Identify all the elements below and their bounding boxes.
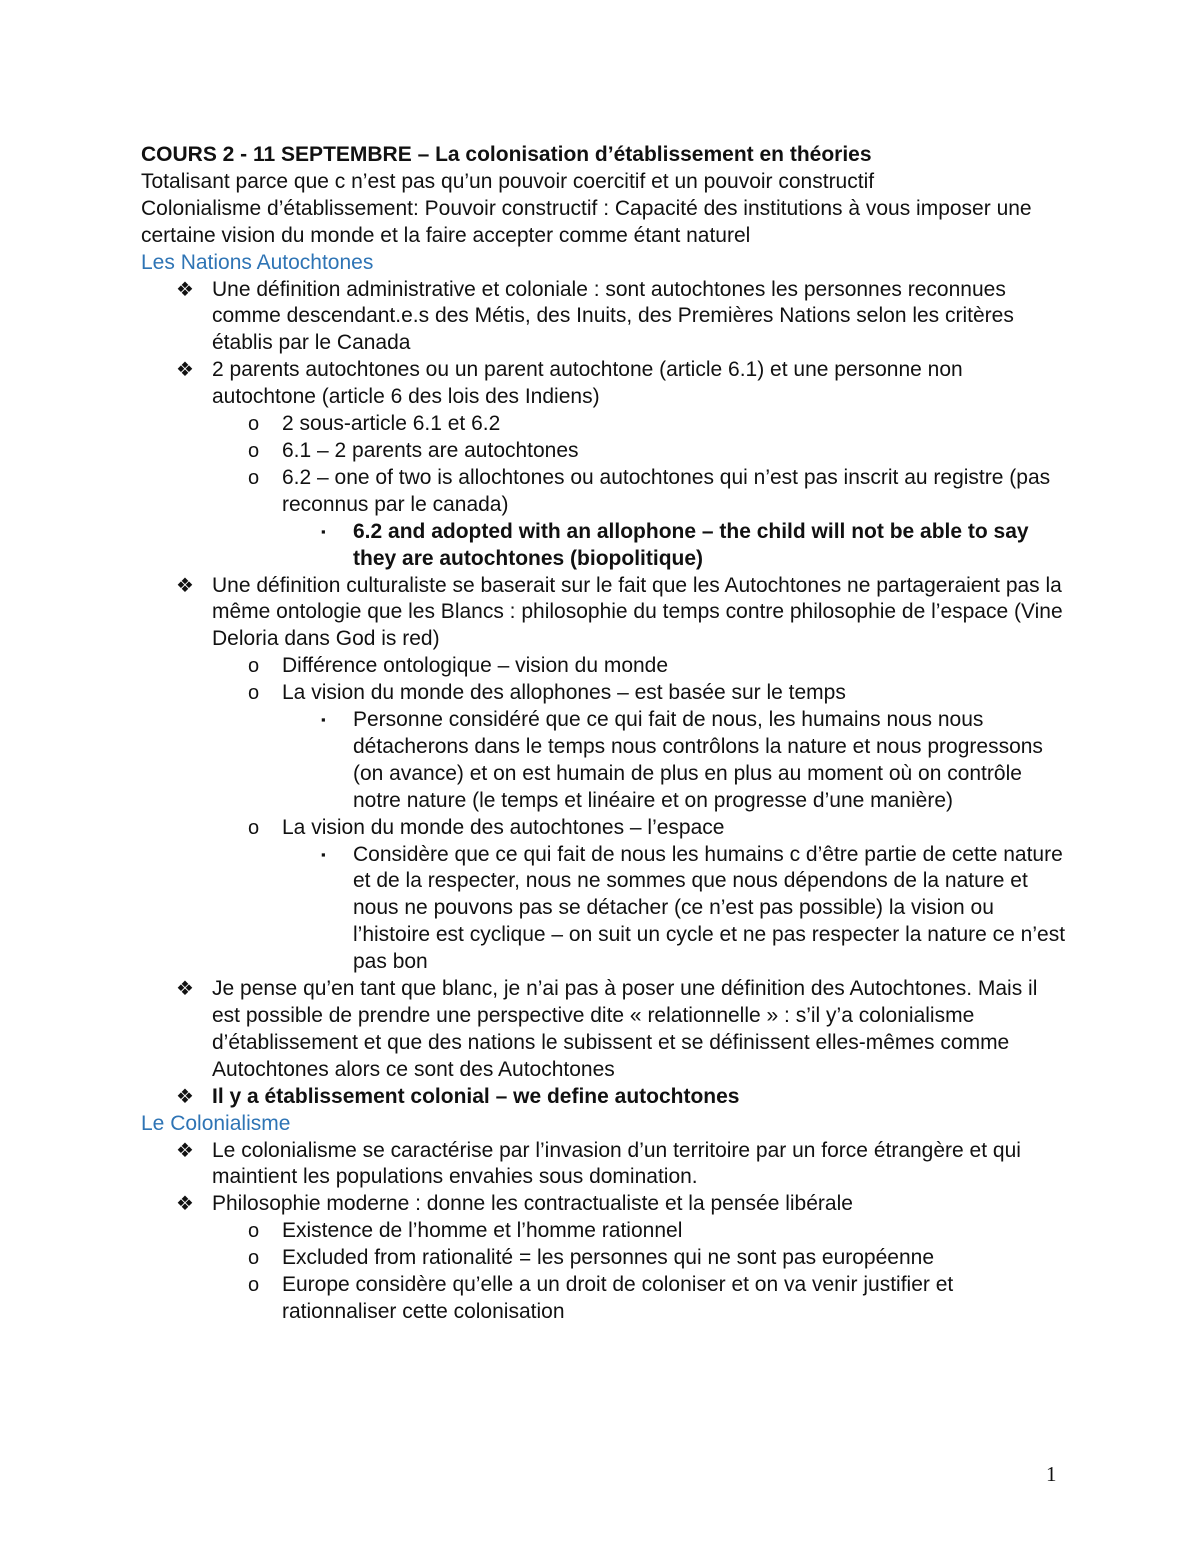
circle-bullet-icon: o [248,1247,260,1270]
list-item-text: Il y a établissement colonial – we define autochtones [212,1084,740,1108]
list-item [141,815,1071,842]
diamond-bullet-icon: ❖ [176,978,194,1001]
list-item [141,707,1071,815]
square-bullet-icon: ▪ [321,846,326,862]
list-item-text: Excluded from rationalité = les personnes qui ne sont pas européenne [282,1246,935,1270]
section-heading: Le Colonialisme [141,1111,291,1135]
list-item [141,842,1071,977]
circle-bullet-icon: o [248,413,260,436]
document-body [141,142,1071,1326]
list-item [141,1138,1071,1192]
list-item-text: Je pense qu’en tant que blanc, je n’ai pas à poser une définition des Autochtones. Mais il est possible de prendre une perspective dite « relationnelle » : s’il y’a colonialisme d’établissement et que des nations le subissent et se définissent elles-mêmes comme Autochtones alors ce sont des Autochtones [212,977,1038,1081]
circle-bullet-icon: o [248,816,260,839]
list-item-text: 6.2 – one of two is allochtones ou autochtones qui n’est pas inscrit au registre (pas reconnus par le canada) [282,465,1051,516]
diamond-bullet-icon: ❖ [176,278,194,301]
list-item [141,519,1071,573]
list-item [141,1245,1071,1272]
circle-bullet-icon: o [248,466,260,489]
diamond-bullet-icon: ❖ [176,1085,194,1108]
list-item-text: Europe considère qu’elle a un droit de coloniser et on va venir justifier et rationnaliser cette colonisation [282,1273,954,1323]
list-item-text: Existence de l’homme et l’homme rationnel [282,1219,683,1243]
square-bullet-icon: ▪ [321,712,326,728]
list-item-text: Philosophie moderne : donne les contractualiste et la pensée libérale [212,1192,853,1216]
diamond-bullet-icon: ❖ [176,1139,194,1162]
list-item [141,1272,1071,1326]
list-item-text: Une définition culturaliste se baserait sur le fait que les Autochtones ne partageraient pas la même ontologie que les Blancs : philosophie du temps contre philosophie de l’espace (Vine Deloria dans God is red) [212,573,1063,651]
section-heading: Les Nations Autochtones [141,250,374,274]
list-item [141,976,1071,1084]
intro-line-1: Totalisant parce que c n’est pas qu’un pouvoir coercitif et un pouvoir constructif [141,169,875,193]
square-bullet-icon: ▪ [321,523,326,539]
circle-bullet-icon: o [248,682,260,705]
list-item-text: 2 parents autochtones ou un parent autochtone (article 6.1) et une personne non autochtone (article 6 des lois des Indiens) [212,358,963,409]
list-item-text: 2 sous-article 6.1 et 6.2 [282,412,501,436]
circle-bullet-icon: o [248,655,260,678]
list-item [141,357,1071,411]
list-item [141,411,1071,438]
diamond-bullet-icon: ❖ [176,1193,194,1216]
circle-bullet-icon: o [248,439,260,462]
page-number: 1 [1046,1462,1057,1486]
list-item-text: Personne considéré que ce qui fait de nous, les humains nous nous détacherons dans le temps nous contrôlons la nature et nous progressons (on avance) et on est humain de plus en plus au moment où on contrôle notre nature (le temps et linéaire et on progresse d’une manière) [353,708,1043,812]
diamond-bullet-icon: ❖ [176,574,194,597]
list-item-text: 6.2 and adopted with an allophone – the child will not be able to say they are autochtones (biopolitique) [353,519,1029,570]
list-item [141,1218,1071,1245]
list-item-text: Une définition administrative et coloniale : sont autochtones les personnes reconnues comme descendant.e.s des Métis, des Inuits, des Premières Nations selon les critères établis par le Canada [212,277,1014,355]
circle-bullet-icon: o [248,1274,260,1297]
list-item [141,653,1071,680]
list-item [141,573,1071,654]
list-item-text: La vision du monde des allophones – est basée sur le temps [282,681,846,705]
list-item [141,1084,1071,1111]
list-item [141,1191,1071,1218]
list-item-text: Différence ontologique – vision du monde [282,654,669,678]
list-item-text: Le colonialisme se caractérise par l’invasion d’un territoire par un force étrangère et qui maintient les populations envahies sous domination. [212,1138,1021,1189]
sections-container [141,250,1071,1326]
circle-bullet-icon: o [248,1220,260,1243]
diamond-bullet-icon: ❖ [176,359,194,382]
list-item [141,277,1071,358]
list-item-text: 6.1 – 2 parents are autochtones [282,438,579,462]
list-item-text: Considère que ce qui fait de nous les humains c d’être partie de cette nature et de la respecter, nous ne sommes que nous dépendons de la nature et nous ne pouvons pas se détacher (ce n’est pas possible) la vision ou l’histoire est cyclique – on suit un cycle et ne pas respecter la nature ce n’est pas bon [353,842,1066,974]
list-item-text: La vision du monde des autochtones – l’espace [282,815,725,839]
list-item [141,680,1071,707]
list-item [141,438,1071,465]
page-title: COURS 2 - 11 SEPTEMBRE – La colonisation d’établissement en théories [141,143,872,166]
intro-line-2: Colonialisme d’établissement: Pouvoir constructif : Capacité des institutions à vous imposer une certaine vision du monde et la faire accepter comme étant naturel [141,196,1032,247]
list-item [141,465,1071,519]
